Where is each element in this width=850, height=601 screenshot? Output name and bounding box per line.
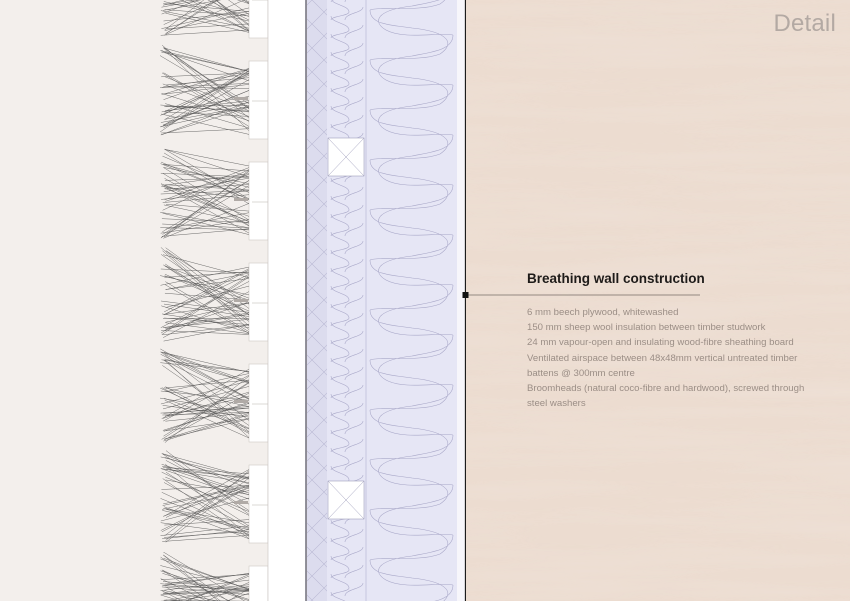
steel-washer — [234, 400, 248, 403]
sheathing-hatch — [307, 0, 327, 601]
broom-block — [249, 162, 268, 240]
bristle-bundle — [160, 0, 249, 35]
bristle-bundle — [160, 349, 249, 443]
page-title: Detail — [773, 10, 836, 37]
bristle-bundle — [160, 149, 249, 238]
broom-block — [249, 0, 268, 38]
steel-washer — [234, 299, 248, 302]
steel-washer — [234, 97, 248, 100]
bristle-bundle — [160, 45, 249, 135]
broom-block — [249, 465, 268, 543]
broom-block — [249, 263, 268, 341]
broom-block — [249, 364, 268, 442]
broom-block — [249, 61, 268, 139]
bristle-bundle — [160, 552, 249, 601]
inner-lining-gap — [457, 0, 465, 601]
leader-dot — [463, 292, 469, 298]
timber-batten-strip — [268, 0, 306, 601]
steel-washer — [234, 198, 248, 201]
note-item: 150 mm sheep wool insulation between timber studwork — [527, 322, 766, 334]
annotation-notes — [527, 305, 812, 411]
bristle-bundle — [161, 451, 250, 543]
bristle-bundle — [160, 247, 249, 341]
broom-block — [249, 566, 268, 601]
plywood-grain — [466, 0, 850, 601]
note-item: Broomheads (natural coco-fibre and hardwood), screwed through steel washers — [527, 383, 805, 410]
steel-washer — [234, 501, 248, 504]
note-item: 6 mm beech plywood, whitewashed — [527, 307, 679, 318]
note-item: 24 mm vapour-open and insulating wood-fibre sheathing board — [527, 337, 794, 349]
annotation-heading: Breathing wall construction — [527, 271, 705, 286]
note-item: Ventilated airspace between 48x48mm vertical untreated timber battens @ 300mm centre — [527, 352, 798, 379]
